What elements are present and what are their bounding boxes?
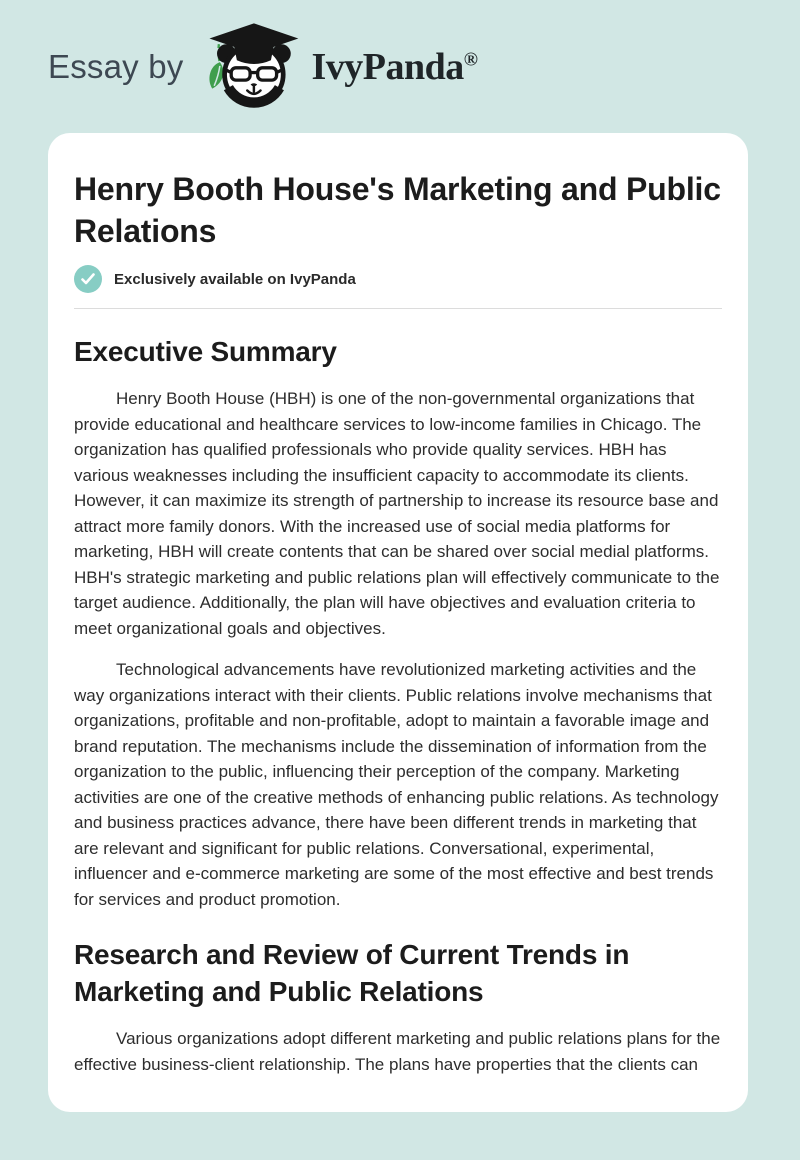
essay-card bbox=[48, 133, 748, 1112]
exclusive-badge bbox=[74, 265, 722, 293]
panda-graduate-logo-icon bbox=[200, 20, 304, 110]
ivy-leaf-icon bbox=[209, 62, 223, 88]
section-executive-summary bbox=[74, 333, 722, 912]
divider bbox=[74, 308, 722, 309]
check-badge bbox=[74, 265, 102, 293]
glasses-icon bbox=[231, 67, 250, 79]
page-title: Henry Booth House's Marketing and Public Relations bbox=[74, 171, 721, 249]
brand-link[interactable] bbox=[184, 24, 478, 110]
exclusive-badge-label: Exclusively available on IvyPanda bbox=[114, 270, 356, 288]
essay-by-label: Essay by bbox=[48, 47, 184, 85]
page-header bbox=[0, 0, 800, 133]
paragraph: Henry Booth House (HBH) is one of the non-governmental organizations that provide educational and healthcare services to low-income families in Chicago. The organization has qualified professionals who provide quality services. HBH has various weaknesses including the insufficient capacity to accommodate its clients. However, it can maximize its strength of partnership to increase its resource base and attract more family donors. With the increased use of social media platforms for marketing, HBH will create contents that can be shared over social medial platforms. HBH's strategic marketing and public relations plan will effectively communicate to the target audience. Additionally, the plan will have objectives and evaluation criteria to meet organizational goals and objectives. bbox=[74, 389, 720, 638]
brand-wordmark bbox=[312, 45, 478, 89]
section-heading-executive-summary: Executive Summary bbox=[74, 336, 337, 367]
section-research-and-review bbox=[74, 936, 722, 1077]
check-icon bbox=[81, 273, 95, 285]
brand-name: IvyPanda bbox=[311, 45, 464, 88]
section-heading-research-and-review: Research and Review of Current Trends in Marketing and Public Relations bbox=[74, 939, 630, 1007]
registered-mark: ® bbox=[463, 48, 478, 70]
paragraph: Various organizations adopt different marketing and public relations plans for the effective business-client relationship. The plans have properties that the clients can bbox=[74, 1029, 721, 1074]
paragraph: Technological advancements have revolutionized marketing activities and the way organizations interact with their clients. Public relations involve mechanisms that organizations, profitable and non-profitable, adopt to maintain a favorable image and brand reputation. The mechanisms include the dissemination of information from the organization to the public, influencing their perception of the company. Marketing activities are one of the creative methods of enhancing public relations. As technology and business practices advance, there have been different trends in marketing that are relevant and significant for public relations. Conversational, experimental, influencer and e-commerce marketing are some of the most effective and best trends for services and product promotion. bbox=[74, 660, 719, 909]
